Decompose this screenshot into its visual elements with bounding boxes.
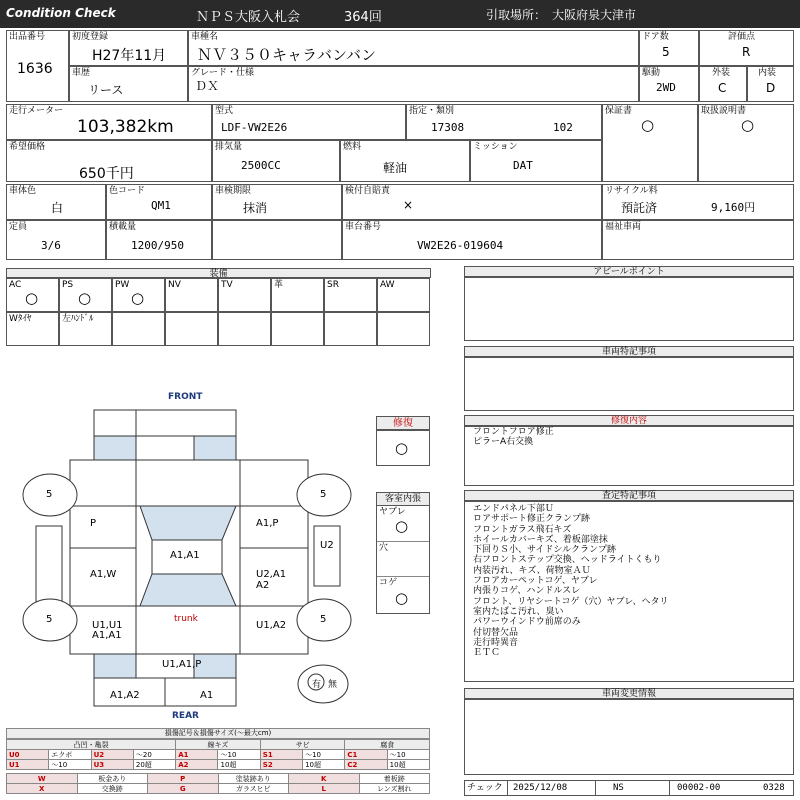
legend-title: 損傷記号＆損傷サイズ(～最大cm) — [6, 728, 430, 739]
recycle-amount: 9,160円 — [711, 201, 756, 214]
legend-cell: 着板跡 — [359, 774, 430, 784]
legend-cell: C2 — [345, 760, 387, 770]
damage-right-front-door: A1,P — [256, 518, 279, 529]
equipment-value: ○ — [25, 289, 39, 307]
legend-cell: A1 — [176, 750, 218, 760]
equipment-label: 左ﾊﾝﾄﾞﾙ — [62, 314, 94, 324]
inspection-line: 下回りＳ小、サイドシルクランプ跡 — [473, 545, 616, 556]
cabin-yabure-value: ○ — [395, 517, 409, 535]
equipment-label: PW — [115, 280, 130, 290]
manual-label: 取扱説明書 — [701, 106, 747, 116]
legend-cell: 10超 — [387, 760, 429, 770]
warranty-label: 保証書 — [605, 106, 633, 116]
vehicle-history: リース — [88, 83, 124, 97]
spec-number: 17308 — [431, 121, 465, 134]
auction-round: 364回 — [344, 10, 382, 25]
damage-left-slide-door: A1,W — [90, 569, 117, 580]
equipment-label: AW — [380, 280, 395, 290]
capacity-label: 定員 — [9, 222, 28, 232]
color-code-value: QM1 — [151, 199, 171, 212]
tire-front-left: 5 — [46, 489, 53, 500]
legend-group: 腐食 — [345, 740, 430, 750]
damage-rear-panel: U1,A1,P — [162, 659, 202, 670]
inspection-line: 室内たばこ汚れ、臭い — [473, 606, 564, 617]
inspection-line: 内装汚れ、キズ、荷物室ＡＵ — [473, 565, 591, 576]
legend-cell: レンズ割れ — [359, 784, 430, 794]
fuel-value: 軽油 — [383, 161, 408, 175]
trunk-label: trunk — [174, 614, 198, 624]
type-label: 型式 — [215, 106, 234, 116]
color-value: 白 — [51, 201, 64, 215]
legend-cell: S2 — [260, 760, 302, 770]
inspection-line: パワーウインドウ前席のみ — [473, 617, 581, 628]
inspection-line: フロント、リヤシートコゲ（穴）ヤブレ、ヘタリ — [473, 596, 669, 607]
chassis-label: 車台番号 — [345, 222, 382, 232]
damage-left-quarter-2: A1,A1 — [92, 630, 122, 641]
auction-name: ＮＰＳ大阪入札会 — [196, 10, 301, 25]
rating-label: 評価点 — [728, 32, 756, 42]
color-label: 車体色 — [9, 186, 37, 196]
manual-value: ○ — [741, 116, 755, 134]
front-label: FRONT — [168, 392, 203, 402]
inspect-label: 車検期限 — [215, 186, 252, 196]
damage-left-quarter: U1,U1 — [92, 620, 123, 631]
first-registration: H27年11月 — [92, 48, 167, 64]
capacity-value: 3/6 — [41, 239, 61, 252]
warranty-value: ○ — [641, 116, 655, 134]
equipment-title: 装備 — [6, 268, 431, 278]
legend-cell: 10超 — [303, 760, 345, 770]
cabin-title: 客室内張 — [377, 493, 429, 506]
equipment-label: SR — [327, 280, 339, 290]
disp-label: 排気量 — [215, 142, 243, 152]
rear-label: REAR — [172, 711, 199, 721]
legend-cell: ～10 — [218, 750, 260, 760]
lot-label: 出品番号 — [9, 32, 46, 42]
fuel-label: 燃料 — [343, 142, 362, 152]
inspection-line: 右フロントステップ交換、ヘッドライトくもり — [473, 555, 662, 566]
legend-cell: C1 — [345, 750, 387, 760]
inspection-line: 付切替欠品 — [473, 627, 519, 638]
legend-group: サビ — [260, 740, 345, 750]
damage-roof: A1,A1 — [170, 550, 200, 561]
chassis-value: VW2E26-019604 — [417, 239, 504, 252]
mileage-label: 走行メーター — [9, 106, 64, 116]
inspection-line: ホイールカバーキズ、着板部塗抹 — [473, 534, 608, 545]
cabin-yabure-label: ヤブレ — [379, 507, 406, 517]
class-number: 102 — [553, 121, 573, 134]
model-label: 車種名 — [191, 32, 219, 42]
damage-right-rear-door: U2,A1 — [256, 569, 287, 580]
doors-label: ドア数 — [642, 32, 669, 42]
mission-label: ミッション — [473, 142, 518, 152]
int-label: 内装 — [758, 68, 777, 78]
tire-front-right: 5 — [320, 489, 327, 500]
special-title: 車両特記事項 — [464, 346, 794, 357]
damage-rear-bumper-left: A1,A2 — [110, 690, 140, 701]
repair-value: ○ — [395, 439, 409, 457]
legend-cell: 板金あり — [77, 774, 148, 784]
check-date: 2025/12/08 — [513, 783, 568, 793]
damage-rear-bumper-right: A1 — [200, 690, 214, 701]
tire-rear-right: 5 — [320, 614, 327, 625]
ext-label: 外装 — [712, 68, 731, 78]
inspection-line: ＥＴＣ — [473, 648, 501, 659]
price-label: 希望価格 — [9, 142, 46, 152]
price-value: 650千円 — [79, 166, 134, 182]
cabin-hole-label: 穴 — [379, 543, 389, 553]
inspection-line: エンドパネル下部Ｕ — [473, 504, 554, 514]
inspection-line: ロアサポート修正クランプ跡 — [473, 514, 591, 525]
legend-cell: ガラスヒビ — [218, 784, 289, 794]
damage-right-mirror: U2 — [320, 540, 334, 551]
inspection-line: 走行時異音 — [473, 637, 519, 648]
recycle-status: 預託済 — [621, 201, 658, 215]
legend-cell: ～10 — [49, 760, 91, 770]
damage-legend — [6, 728, 430, 794]
legend-cell: U0 — [7, 750, 49, 760]
cabin-koge-value: ○ — [395, 589, 409, 607]
legend-cell: ～10 — [303, 750, 345, 760]
tax-value: × — [403, 198, 414, 212]
load-label: 積載量 — [109, 222, 137, 232]
inspection-line: フロアカーペットコゲ、ヤブレ — [473, 576, 598, 587]
legend-cell: W — [7, 774, 78, 784]
equipment-value: ○ — [131, 289, 145, 307]
legend-cell: 20超 — [133, 760, 175, 770]
lot-number: 1636 — [17, 61, 53, 77]
damage-right-quarter: U1,A2 — [256, 620, 287, 631]
legend-cell: 塗装跡あり — [218, 774, 289, 784]
equipment-label: TV — [221, 280, 233, 290]
legend-cell: U1 — [7, 760, 49, 770]
legend-cell: ～20 — [133, 750, 175, 760]
pickup-label: 引取場所： — [486, 8, 547, 22]
legend-cell: 10超 — [218, 760, 260, 770]
model-name: ＮＶ３５０キャラバンバン — [197, 46, 376, 64]
history-label: 車歴 — [72, 68, 91, 78]
mileage-value: 103,382km — [77, 117, 174, 137]
drive-label: 駆動 — [642, 68, 661, 78]
spare-yes: 有 — [312, 680, 322, 690]
legend-group: 凸凹・亀裂 — [7, 740, 176, 750]
legend-cell: S1 — [260, 750, 302, 760]
equipment-label: 革 — [274, 280, 284, 290]
recycle-label: リサイクル料 — [605, 186, 658, 196]
legend-cell: ～10 — [387, 750, 429, 760]
legend-group: 線キズ — [176, 740, 261, 750]
rating-value: R — [742, 45, 751, 59]
check-num: 0328 — [763, 783, 785, 793]
brand-title: Condition Check — [6, 6, 116, 20]
type-value: LDF-VW2E26 — [221, 121, 288, 134]
check-label: チェック — [467, 783, 503, 793]
legend-cell: 交換跡 — [77, 784, 148, 794]
inspection-line: 内張りコゲ、ハンドルスレ — [473, 586, 581, 597]
pickup-location: 大阪府泉大津市 — [552, 8, 637, 22]
legend-cell: U3 — [91, 760, 133, 770]
repair-line: ピラーA右交換 — [473, 437, 534, 447]
spec-label: 指定・類別 — [409, 106, 455, 116]
grade-value: ＤＸ — [195, 79, 220, 93]
mission-value: DAT — [513, 159, 533, 172]
reg-label: 初度登録 — [72, 32, 109, 42]
tire-rear-left: 5 — [46, 614, 53, 625]
ext-value: C — [718, 81, 727, 95]
cabin-koge-label: コゲ — [379, 578, 398, 588]
legend-cell: G — [148, 784, 219, 794]
legend-cell: K — [289, 774, 360, 784]
equipment-label: Wﾀｲﾔ — [9, 314, 32, 324]
grade-label: グレード・仕様 — [191, 68, 255, 78]
inspect-value: 抹消 — [243, 201, 268, 215]
damage-right-rear-door-2: A2 — [256, 580, 270, 591]
legend-cell: L — [289, 784, 360, 794]
check-code: 00002-00 — [677, 783, 721, 793]
repair-content-title: 修復内容 — [464, 415, 794, 426]
drive-value: 2WD — [656, 81, 676, 94]
legend-cell: A2 — [176, 760, 218, 770]
inspection-line: フロントガラス飛石キズ — [473, 524, 572, 535]
check-ns: NS — [613, 783, 624, 793]
legend-cell: U2 — [91, 750, 133, 760]
legend-cell: X — [7, 784, 78, 794]
load-value: 1200/950 — [131, 239, 184, 252]
appeal-title: アピールポイント — [464, 266, 794, 277]
tax-label: 検付自賠責 — [345, 186, 391, 196]
code-label: 色コード — [109, 186, 146, 196]
inspection-title: 査定特記事項 — [464, 490, 794, 501]
disp-value: 2500CC — [241, 159, 281, 172]
repair-line: フロントフロア修正 — [473, 427, 554, 437]
damage-left-front-door: P — [90, 518, 97, 529]
equipment-label: NV — [168, 280, 181, 290]
int-value: D — [766, 81, 776, 95]
legend-cell: P — [148, 774, 219, 784]
equipment-label: AC — [9, 280, 22, 290]
legend-cell: エクボ — [49, 750, 91, 760]
welfare-label: 福祉車両 — [605, 222, 642, 232]
equipment-label: PS — [62, 280, 74, 290]
change-title: 車両変更情報 — [464, 688, 794, 699]
doors-value: 5 — [662, 45, 670, 59]
repair-title: 修復 — [376, 416, 430, 430]
equipment-value: ○ — [78, 289, 92, 307]
spare-none: 無 — [328, 680, 338, 690]
